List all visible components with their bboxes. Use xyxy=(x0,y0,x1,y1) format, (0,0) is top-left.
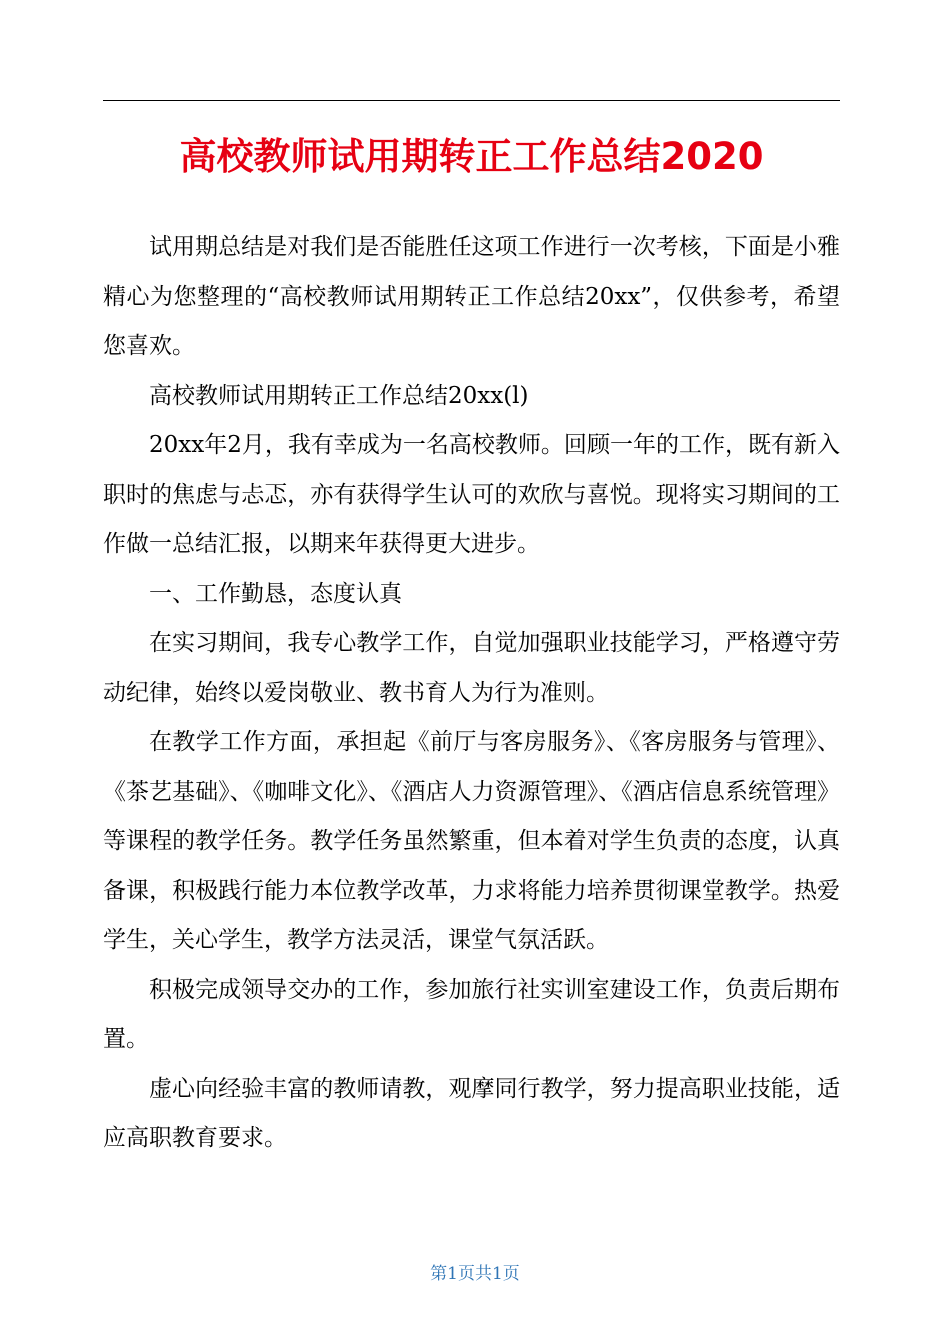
header-rule xyxy=(103,100,840,101)
paragraph-overview: 20xx年2月，我有幸成为一名高校教师。回顾一年的工作，既有新入职时的焦虑与忐忑，亦有获得学生认可的欢欣与喜悦。现将实习期间的工作做一总结汇报，以期来年获得更大进步。 xyxy=(103,432,840,557)
paragraph-learning: 虚心向经验丰富的教师请教，观摩同行教学，努力提高职业技能，适应高职教育要求。 xyxy=(103,1075,840,1151)
paragraph-teaching: 在教学工作方面，承担起《前厅与客房服务》、《客房服务与管理》、《茶艺基础》、《咖啡文化》、《酒店人力资源管理》、《酒店信息系统管理》等课程的教学任务。教学任务虽然繁重，但本着对学生负责的态度，认真备课，积极践行能力本位教学改革，力求将能力培养贯彻课堂教学。热爱学生，关心学生，教学方法灵活，课堂气氛活跃。 xyxy=(103,729,840,953)
document-title: 高校教师试用期转正工作总结2020 xyxy=(179,134,764,178)
paragraph-tasks: 积极完成领导交办的工作，参加旅行社实训室建设工作，负责后期布置。 xyxy=(103,976,840,1052)
paragraph-intro: 试用期总结是对我们是否能胜任这项工作进行一次考核，下面是小雅精心为您整理的“高校教师试用期转正工作总结20xx”，仅供参考，希望您喜欢。 xyxy=(103,234,840,359)
paragraph-subtitle: 高校教师试用期转正工作总结20xx(l) xyxy=(149,382,529,409)
page-number-footer: 第1页共1页 xyxy=(430,1264,520,1284)
document-body xyxy=(103,223,840,1164)
section-heading-1: 一、工作勤恳，态度认真 xyxy=(149,580,402,607)
paragraph-attitude: 在实习期间，我专心教学工作，自觉加强职业技能学习，严格遵守劳动纪律，始终以爱岗敬业、教书育人为行为准则。 xyxy=(103,630,840,706)
